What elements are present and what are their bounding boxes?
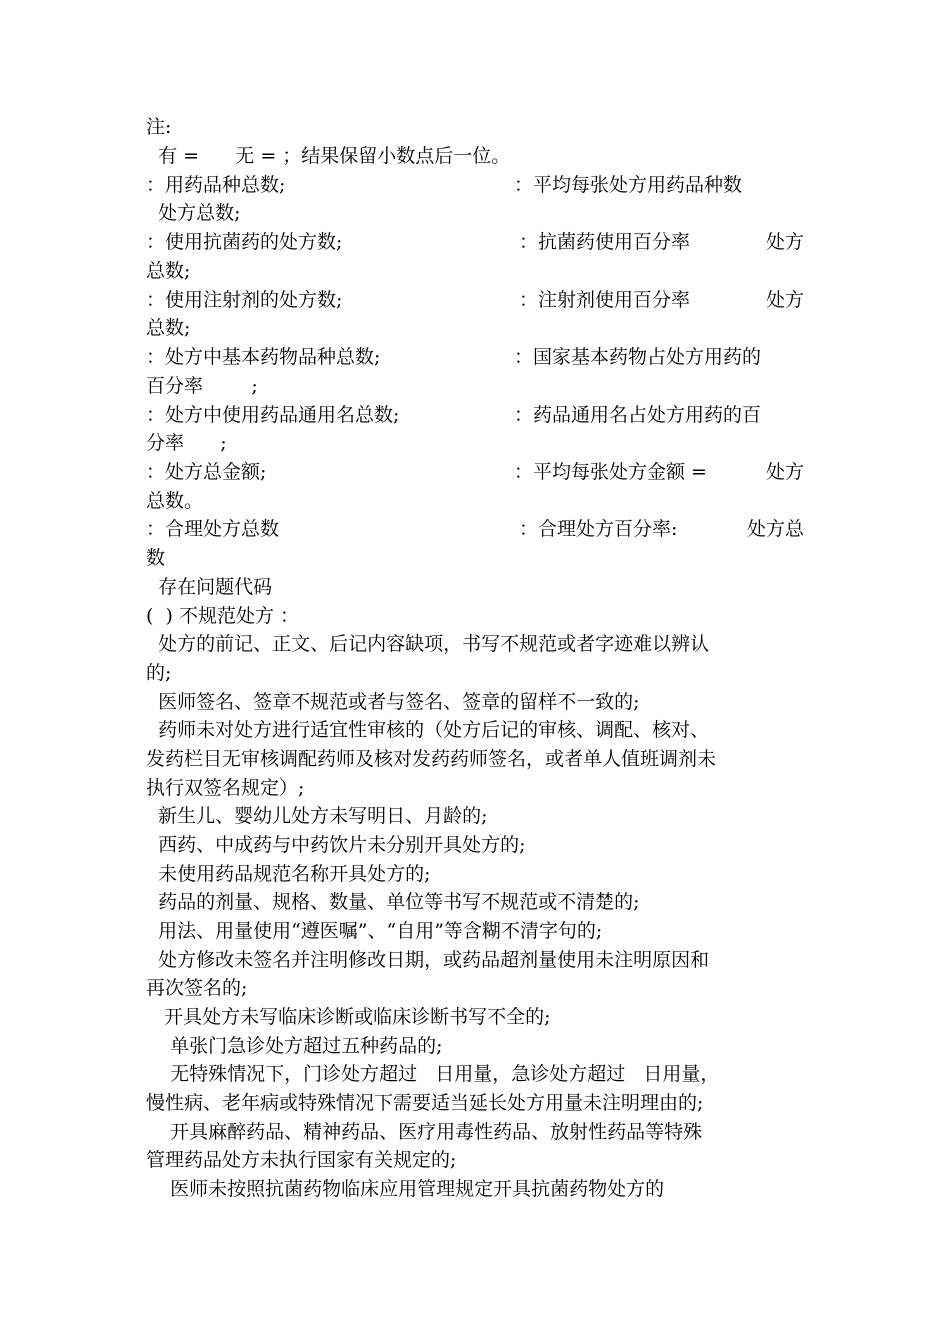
metric-cont: 总数。 xyxy=(146,490,204,512)
problem-line: 新生儿、婴幼儿处方未写明日、月龄的; xyxy=(146,805,488,827)
problem-line: 开具麻醉药品、精神药品、医疗用毒性药品、放射性药品等特殊 xyxy=(146,1121,703,1143)
problem-line: 处方的前记、正文、后记内容缺项，书写不规范或者字迹难以辨认 xyxy=(146,633,710,655)
metric-cont: 分率 ; xyxy=(146,432,227,454)
metric-right: ：国家基本药物占处方用药的 xyxy=(514,346,762,368)
problem-line: 执行双签名规定）; xyxy=(146,777,305,799)
problem-line: 发药栏目无审核调配药师及核对发药药师签名，或者单人值班调剂未 xyxy=(146,748,717,770)
metric-left: ：处方中基本药物品种总数; xyxy=(146,346,381,368)
metric-left: ：使用抗菌药的处方数; xyxy=(146,231,343,253)
metric-right: ：药品通用名占处方用药的百 xyxy=(514,404,762,426)
problem-line: 慢性病、老年病或特殊情况下需要适当延长处方用量未注明理由的; xyxy=(146,1092,704,1114)
problem-line: 的; xyxy=(146,662,172,684)
metric-right: ：平均每张处方金额 = xyxy=(514,461,707,483)
problem-line: 药品的剂量、规格、数量、单位等书写不规范或不清楚的; xyxy=(146,891,640,913)
problem-line: 用法、用量使用“遵医嘱”、“自用”等含糊不清字句的; xyxy=(146,920,603,942)
metric-right-tail: 处方总 xyxy=(746,518,804,540)
metric-right-tail: 处方 xyxy=(765,289,804,311)
metric-cont: 数 xyxy=(146,547,166,569)
metric-left: ：处方总金额; xyxy=(146,461,267,483)
metric-right-tail: 处方 xyxy=(765,231,804,253)
metric-right: ：平均每张处方用药品种数 xyxy=(514,174,743,196)
problem-line: 医师未按照抗菌药物临床应用管理规定开具抗菌药物处方的 xyxy=(146,1178,665,1200)
problem-line: 药师未对处方进行适宜性审核的（处方后记的审核、调配、核对、 xyxy=(146,719,710,741)
metric-right: ：注射剂使用百分率 xyxy=(519,289,691,311)
metric-left: ：使用注射剂的处方数; xyxy=(146,289,343,311)
problem-line: 未使用药品规范名称开具处方的; xyxy=(146,863,431,885)
note-legend: 有 = 无 = ；结果保留小数点后一位。 xyxy=(146,145,511,167)
problem-line: 无特殊情况下，门诊处方超过 日用量，急诊处方超过 日用量， xyxy=(146,1063,720,1085)
problems-heading: 存在问题代码 xyxy=(146,576,273,598)
metric-cont: 处方总数; xyxy=(146,202,241,224)
problem-line: 开具处方未写临床诊断或临床诊断书写不全的; xyxy=(146,1006,551,1028)
metric-cont: 百分率 ; xyxy=(146,375,258,397)
metric-right-tail: 处方 xyxy=(765,461,804,483)
metric-left: ：用药品种总数; xyxy=(146,174,286,196)
metric-cont: 总数; xyxy=(146,260,191,282)
problem-line: 处方修改未签名并注明修改日期，或药品超剂量使用未注明原因和 xyxy=(146,949,710,971)
metric-cont: 总数; xyxy=(146,317,191,339)
metric-left: ：处方中使用药品通用名总数; xyxy=(146,404,400,426)
note-title: 注: xyxy=(146,116,172,138)
problem-line: 医师签名、签章不规范或者与签名、签章的留样不一致的; xyxy=(146,691,640,713)
metric-right: ：合理处方百分率: xyxy=(519,518,678,540)
problem-line: 单张门急诊处方超过五种药品的; xyxy=(146,1035,443,1057)
problems-category: ( ) 不规范处方 ： xyxy=(146,605,299,627)
problem-line: 再次签名的; xyxy=(146,977,248,999)
problem-line: 管理药品处方未执行国家有关规定的; xyxy=(146,1149,457,1171)
problem-line: 西药、中成药与中药饮片未分别开具处方的; xyxy=(146,834,526,856)
metric-left: ：合理处方总数 xyxy=(146,518,280,540)
metric-right: ：抗菌药使用百分率 xyxy=(519,231,691,253)
